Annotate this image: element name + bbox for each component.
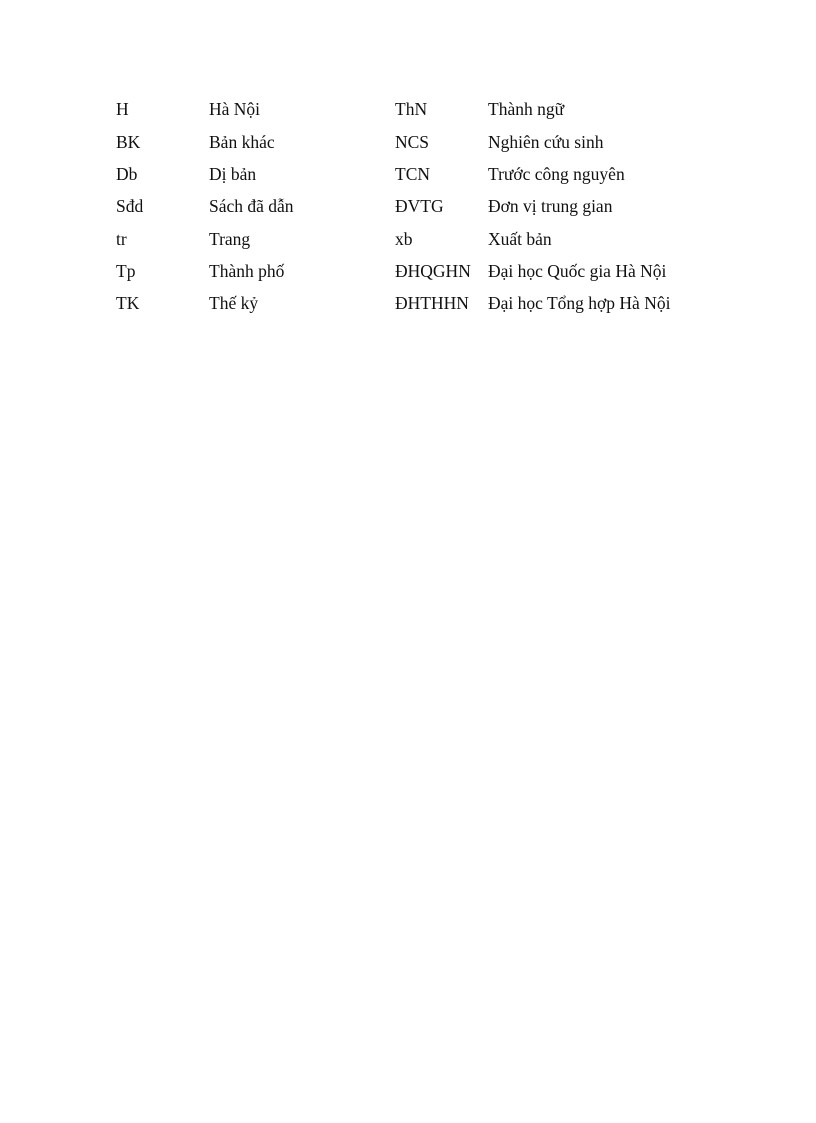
table-row xyxy=(116,288,718,320)
abbreviation-cell: xb xyxy=(395,228,413,249)
meaning-cell: Nghiên cứu sinh xyxy=(488,131,604,152)
abbreviation-cell: ĐVTG xyxy=(395,196,444,217)
table-row xyxy=(116,159,718,191)
abbreviation-cell: ThN xyxy=(395,99,428,120)
meaning-cell: Thế kỷ xyxy=(209,293,259,314)
abbreviation-cell: ĐHQGHN xyxy=(395,260,471,281)
abbreviation-table xyxy=(116,94,718,320)
meaning-cell: Sách đã dẫn xyxy=(209,196,294,217)
meaning-cell: Thành phố xyxy=(209,260,285,281)
meaning-cell: Dị bản xyxy=(209,163,257,184)
meaning-cell: Hà Nội xyxy=(209,99,261,120)
meaning-cell: Đơn vị trung gian xyxy=(488,196,613,217)
abbreviation-cell: tr xyxy=(116,228,127,249)
table-row xyxy=(116,94,718,126)
meaning-cell: Trang xyxy=(209,228,251,249)
table-row xyxy=(116,126,718,158)
abbreviation-cell: NCS xyxy=(395,131,430,152)
abbreviation-cell: Sđd xyxy=(116,196,144,217)
abbreviation-cell: ĐHTHHN xyxy=(395,293,469,314)
abbreviation-cell: TK xyxy=(116,293,140,314)
meaning-cell: Xuất bản xyxy=(488,228,552,249)
abbreviation-cell: H xyxy=(116,99,129,120)
table-row xyxy=(116,223,718,255)
abbreviation-cell: BK xyxy=(116,131,141,152)
abbreviation-cell: Db xyxy=(116,163,138,184)
abbreviation-cell: TCN xyxy=(395,163,430,184)
meaning-cell: Đại học Tổng hợp Hà Nội xyxy=(488,293,671,314)
meaning-cell: Thành ngữ xyxy=(488,99,565,120)
abbreviation-cell: Tp xyxy=(116,260,136,281)
meaning-cell: Đại học Quốc gia Hà Nội xyxy=(488,260,667,281)
table-row xyxy=(116,191,718,223)
table-row xyxy=(116,255,718,287)
meaning-cell: Trước công nguyên xyxy=(488,163,625,184)
meaning-cell: Bản khác xyxy=(209,131,275,152)
